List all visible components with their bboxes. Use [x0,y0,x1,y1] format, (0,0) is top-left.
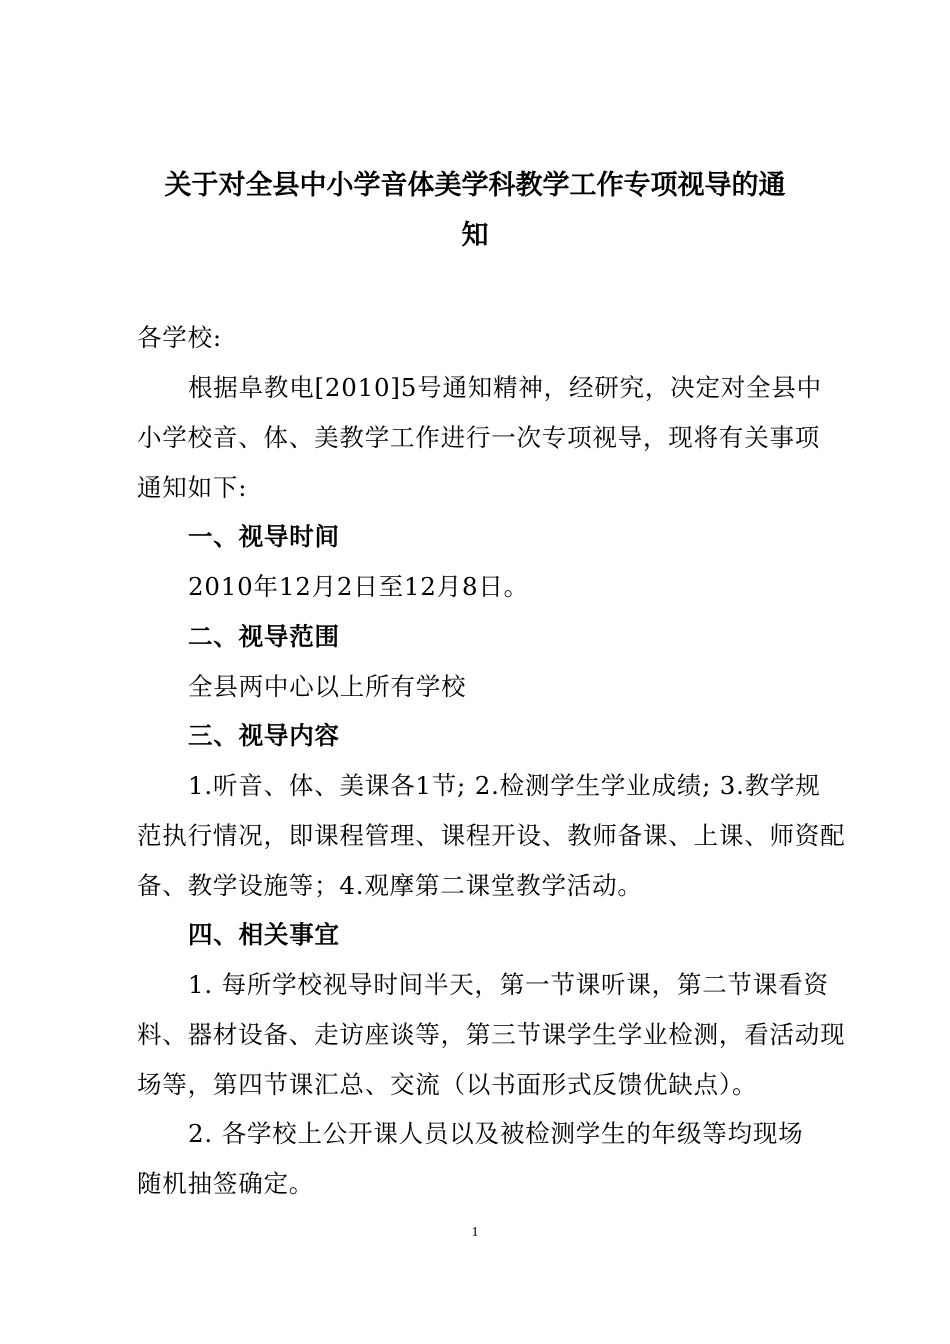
section-matters-line-2: 料、器材设备、走访座谈等，第三节课学生学业检测，看活动现 [137,1020,846,1049]
section-matters-line-3: 场等，第四节课汇总、交流（以书面形式反馈优缺点）。 [137,1070,758,1099]
page-number: 1 [471,1225,479,1240]
document-title-line-1: 关于对全县中小学音体美学科教学工作专项视导的通 [164,170,786,201]
intro-line-2: 小学校音、体、美教学工作进行一次专项视导，现将有关事项 [137,423,821,452]
section-heading-matters: 四、相关事宜 [188,920,340,949]
document-title-line-2: 知 [461,220,489,251]
intro-line-1: 根据阜教电[2010]5号通知精神，经研究，决定对全县中 [188,373,822,402]
section-content-line-1: 1.听音、体、美课各1节; 2.检测学生学业成绩; 3.教学规 [188,771,821,800]
section-matters-line-5: 随机抽签确定。 [137,1169,315,1198]
section-heading-content: 三、视导内容 [188,721,340,750]
intro-line-3: 通知如下: [137,473,248,502]
salutation: 各学校: [137,323,222,352]
section-heading-time: 一、视导时间 [188,522,340,551]
section-scope-text: 全县两中心以上所有学校 [188,672,467,701]
section-content-line-3: 备、教学设施等；4.观摩第二课堂教学活动。 [137,871,643,900]
section-matters-line-4: 2. 各学校上公开课人员以及被检测学生的年级等均现场 [188,1119,804,1148]
section-matters-line-1: 1. 每所学校视导时间半天，第一节课听课，第二节课看资 [188,970,829,999]
section-heading-scope: 二、视导范围 [188,622,340,651]
section-content-line-2: 范执行情况，即课程管理、课程开设、教师备课、上课、师资配 [137,821,846,850]
section-time-text: 2010年12月2日至12月8日。 [188,572,529,601]
